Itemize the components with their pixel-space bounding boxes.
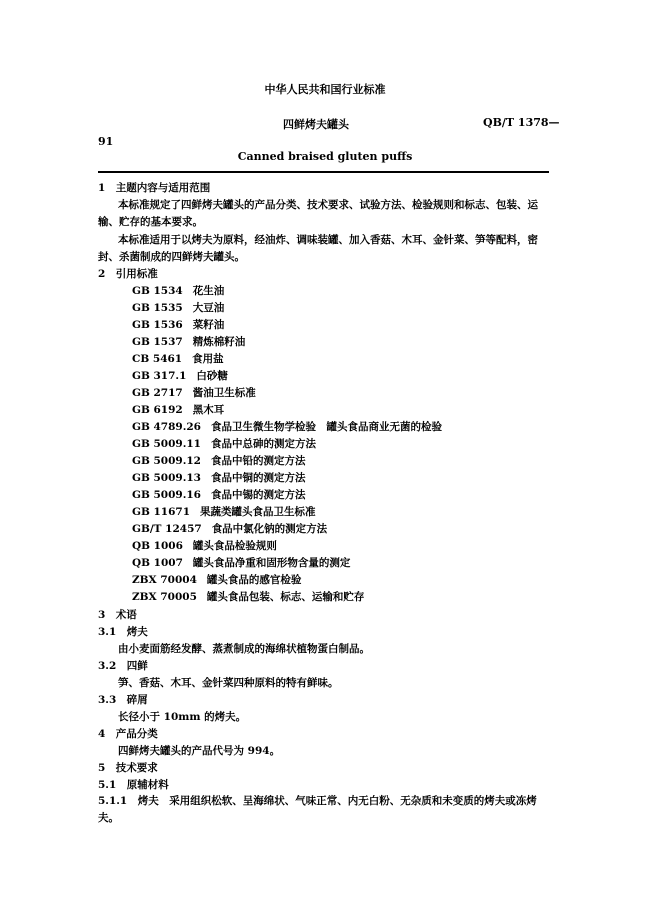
section-2-heading: 2 引用标准 [98, 268, 158, 280]
section-3-2-heading: 3.2 四鲜 [98, 660, 148, 672]
section-5-1-heading: 5.1 原辅材料 [98, 779, 169, 791]
section-3-heading: 3 术语 [98, 609, 137, 621]
reference-name: 罐头食品包装、标志、运输和贮存 [206, 591, 365, 603]
reference-code: GB 1536 [132, 319, 183, 331]
section-3-2-text: 笋、香菇、木耳、金针菜四种原料的特有鲜味。 [118, 677, 339, 689]
reference-item [132, 284, 224, 298]
section-5-heading: 5 技术要求 [98, 762, 158, 774]
issuer-title: 中华人民共和国行业标准 [264, 83, 386, 96]
reference-name: 酱油卫生标准 [192, 387, 256, 399]
section-1-paragraph-2: 本标准适用于以烤夫为原料，经油炸、调味装罐、加入香菇、木耳、金针菜、笋等配料，密封、杀菌制成的四鲜烤夫罐头。 [98, 234, 538, 263]
reference-item [132, 386, 256, 400]
reference-name: 食品中总砷的测定方法 [211, 438, 316, 450]
section-3-1-text: 由小麦面筋经发酵、蒸煮制成的海绵状植物蛋白制品。 [118, 643, 370, 655]
reference-code: GB 5009.11 [132, 438, 201, 450]
section-5-1-1-text: 5.1.1 烤夫 采用组织松软、呈海绵状、气味正常、内无白粉、无杂质和未变质的烤夫或冻烤夫。 [98, 795, 537, 824]
reference-name: 食品中铜的测定方法 [211, 472, 306, 484]
section-3-1-heading: 3.1 烤夫 [98, 626, 148, 638]
reference-code: GB 5009.13 [132, 472, 201, 484]
reference-code: ZBX 70005 [132, 591, 197, 603]
section-1-heading: 1 主题内容与适用范围 [98, 182, 211, 194]
reference-name: 罐头食品的感官检验 [206, 574, 302, 586]
reference-code: GB 1534 [132, 285, 183, 297]
reference-code: CB 5461 [132, 353, 183, 365]
reference-code: GB 1537 [132, 336, 183, 348]
reference-item [132, 403, 224, 417]
section-3-3-text: 长径小于 10mm 的烤夫。 [118, 711, 247, 723]
reference-code: GB 6192 [132, 404, 183, 416]
reference-code: GB 2717 [132, 387, 183, 399]
reference-item [132, 556, 350, 570]
reference-name: 黑木耳 [192, 404, 225, 416]
reference-name: 花生油 [192, 285, 225, 297]
reference-item [132, 437, 316, 451]
reference-code: GB 5009.16 [132, 489, 201, 501]
reference-name: 食品中锡的测定方法 [211, 489, 306, 501]
reference-code: GB 11671 [132, 506, 191, 518]
reference-item [132, 301, 224, 315]
reference-item [132, 352, 224, 366]
reference-name: 白砂糖 [196, 370, 228, 382]
reference-code: QB 1006 [132, 540, 183, 552]
reference-name: 食品中铅的测定方法 [211, 455, 306, 467]
reference-code: GB 317.1 [132, 370, 187, 382]
section-1-paragraph-1: 本标准规定了四鲜烤夫罐头的产品分类、技术要求、试验方法、检验规则和标志、包装、运输、贮存的基本要求。 [98, 199, 538, 228]
reference-code: QB 1007 [132, 557, 183, 569]
reference-code: GB/T 12457 [132, 523, 202, 535]
reference-item [132, 488, 306, 502]
reference-item [132, 539, 277, 553]
standard-code-continuation: 91 [98, 135, 114, 148]
reference-item [132, 318, 224, 332]
standard-code: QB/T 1378— [483, 116, 560, 129]
english-title: Canned braised gluten puffs [237, 150, 413, 163]
reference-name: 果蔬类罐头食品卫生标准 [200, 506, 316, 518]
reference-name: 食用盐 [192, 353, 224, 365]
reference-name: 食品中氯化钠的测定方法 [211, 523, 328, 535]
document-title: 四鲜烤夫罐头 [283, 118, 349, 131]
section-3-3-heading: 3.3 碎屑 [98, 694, 148, 706]
header-rule [98, 171, 549, 173]
reference-name: 精炼棉籽油 [192, 336, 246, 348]
reference-name: 菜籽油 [192, 319, 225, 331]
section-4-heading: 4 产品分类 [98, 728, 158, 740]
reference-item [132, 522, 327, 536]
reference-name: 罐头食品净重和固形物含量的测定 [192, 557, 351, 569]
section-4-text: 四鲜烤夫罐头的产品代号为 994。 [118, 745, 281, 757]
reference-item [132, 471, 306, 485]
reference-name: 食品卫生微生物学检验 罐头食品商业无菌的检验 [211, 421, 442, 433]
reference-name: 罐头食品检验规则 [192, 540, 277, 552]
reference-item [132, 454, 306, 468]
reference-code: GB 5009.12 [132, 455, 201, 467]
reference-code: GB 4789.26 [132, 421, 201, 433]
reference-item [132, 505, 316, 519]
reference-name: 大豆油 [192, 302, 225, 314]
reference-item [132, 590, 364, 604]
reference-item [132, 573, 301, 587]
reference-item [132, 420, 442, 434]
reference-code: GB 1535 [132, 302, 183, 314]
reference-item [132, 369, 228, 383]
reference-item [132, 335, 245, 349]
reference-code: ZBX 70004 [132, 574, 197, 586]
